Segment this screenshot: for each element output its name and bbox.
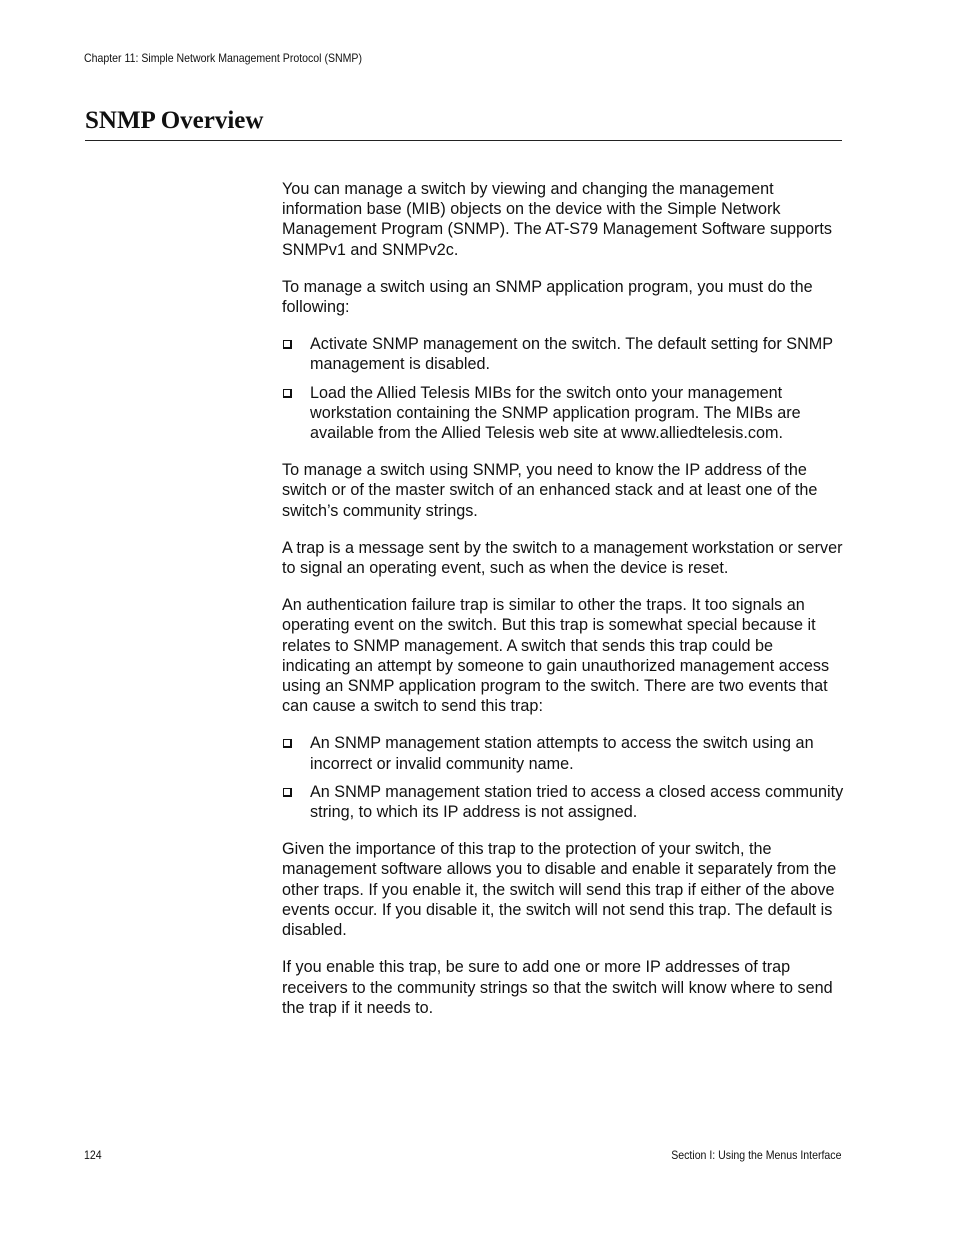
list-item-text: Activate SNMP management on the switch. The default setting for SNMP management is disabled. [310, 335, 833, 374]
section-title: SNMP Overview [85, 107, 264, 134]
page-number: 124 [84, 1148, 102, 1162]
paragraph-requirements: To manage a switch using an SNMP application program, you must do the following: [282, 277, 813, 317]
paragraph-ip-address: To manage a switch using SNMP, you need to know the IP address of the switch or of the master switch of an enhanced stack and at least one of the switch’s community strings. [282, 461, 818, 520]
paragraph-intro: You can manage a switch by viewing and changing the management information base (MIB) objects on the device with the Simple Network Management Program (SNMP). The AT-S79 Management Software supports SNMPv1 and SNMPv2c. [282, 180, 833, 259]
trap-events-list [282, 733, 844, 822]
list-item-text: Load the Allied Telesis MIBs for the switch onto your management workstation containing the SNMP application program. The MIBs are available from the Allied Telesis web site at www.alliedtelesis.com. [310, 383, 801, 443]
requirements-list [282, 334, 844, 443]
running-header: Chapter 11: Simple Network Management Protocol (SNMP) [84, 51, 362, 65]
section-footer: Section I: Using the Menus Interface [670, 1148, 841, 1162]
paragraph-auth-failure-trap: An authentication failure trap is similar to other the traps. It too signals an operating event on the switch. But this trap is somewhat special because it relates to SNMP management. A switch that sends this trap could be indicating an attempt by someone to gain unauthorized management access using an SNMP application program to the switch. There are two events that can cause a switch to send this trap: [282, 596, 830, 716]
square-bullet-icon [283, 739, 292, 748]
list-item-text: An SNMP management station tried to access a closed access community string, to which its IP address is not assigned. [310, 782, 844, 822]
paragraph-trap-definition: A trap is a message sent by the switch to a management workstation or server to signal an operating event, such as when the device is reset. [282, 538, 843, 578]
square-bullet-icon [283, 788, 292, 797]
body-text [282, 179, 844, 1035]
paragraph-trap-receivers: If you enable this trap, be sure to add one or more IP addresses of trap receivers to the community strings so that the switch will know where to send the trap if it needs to. [282, 958, 833, 1017]
title-rule [85, 140, 842, 141]
paragraph-enable-disable: Given the importance of this trap to the protection of your switch, the management software allows you to disable and enable it separately from the other traps. If you enable it, the switch will send this trap if either of the above events occur. If you disable it, the switch will not send this trap. The default is disabled. [282, 840, 837, 940]
list-item [282, 334, 844, 374]
list-item [282, 733, 844, 773]
list-item [282, 782, 844, 822]
square-bullet-icon [283, 389, 292, 398]
square-bullet-icon [283, 340, 292, 349]
list-item-text: An SNMP management station attempts to access the switch using an incorrect or invalid community name. [310, 734, 814, 773]
list-item [282, 383, 844, 444]
